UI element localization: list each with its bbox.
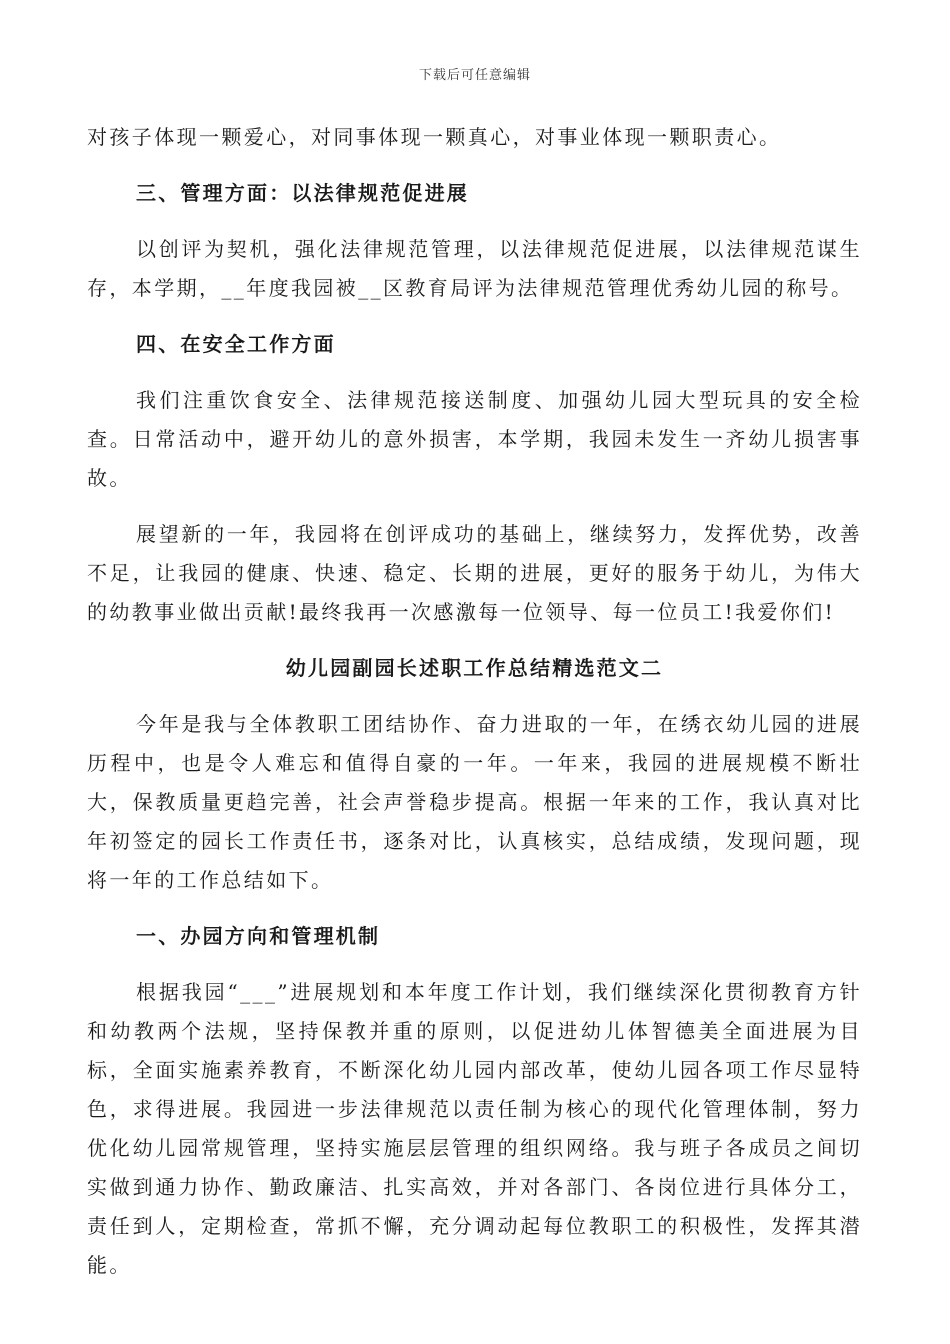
- section-heading-direction: 一、办园方向和管理机制: [136, 924, 381, 948]
- paragraph-management: 以创评为契机，强化法律规范管理，以法律规范促进展，以法律规范谋生存，本学期，__年度我园被__区教育局评为法律规范管理优秀幼儿园的称号。: [87, 237, 862, 300]
- paragraph-direction: 根据我园“___”进展规划和本年度工作计划，我们继续深化贯彻教育方针和幼教两个法规，坚持保教并重的原则，以促进幼儿体智德美全面进展为目标，全面实施素养教育，不断深化幼儿园内部改革，使幼儿园各项工作尽显特色，求得进展。我园进一步法律规范以责任制为核心的现代化管理体制，努力优化幼儿园常规管理，坚持实施层层管理的组织网络。我与班子各成员之间切实做到通力协作、勤政廉洁、扎实高效，并对各部门、各岗位进行具体分工，责任到人，定期检查，常抓不懈，充分调动起每位教职工的积极性，发挥其潜能。: [87, 980, 862, 1277]
- section-heading-management: 三、管理方面：以法律规范促进展: [136, 181, 469, 205]
- article-title: 幼儿园副园长述职工作总结精选范文二: [285, 656, 664, 680]
- section-heading-safety: 四、在安全工作方面: [136, 332, 336, 356]
- paragraph-safety: 我们注重饮食安全、法律规范接送制度、加强幼儿园大型玩具的安全检查。日常活动中，避开幼儿的意外损害，本学期，我园未发生一齐幼儿损害事故。: [87, 388, 862, 490]
- document-body: [87, 118, 862, 1285]
- paragraph-continued: 对孩子体现一颗爱心，对同事体现一颗真心，对事业体现一颗职责心。: [87, 125, 782, 149]
- page-header: 下载后可任意编辑: [418, 68, 531, 83]
- paragraph-intro: 今年是我与全体教职工团结协作、奋力进取的一年，在绣衣幼儿园的进展历程中，也是令人难忘和值得自豪的一年。一年来，我园的进展规模不断壮大，保教质量更趋完善，社会声誉稳步提高。根据一年来的工作，我认真对比年初签定的园长工作责任书，逐条对比，认真核实，总结成绩，发现问题，现将一年的工作总结如下。: [87, 712, 862, 892]
- paragraph-outlook: 展望新的一年，我园将在创评成功的基础上，继续努力，发挥优势，改善不足，让我园的健康、快速、稳定、长期的进展，更好的服务于幼儿，为伟大的幼教事业做出贡献!最终我再一次感激每一位领导、每一位员工!我爱你们!: [87, 522, 862, 624]
